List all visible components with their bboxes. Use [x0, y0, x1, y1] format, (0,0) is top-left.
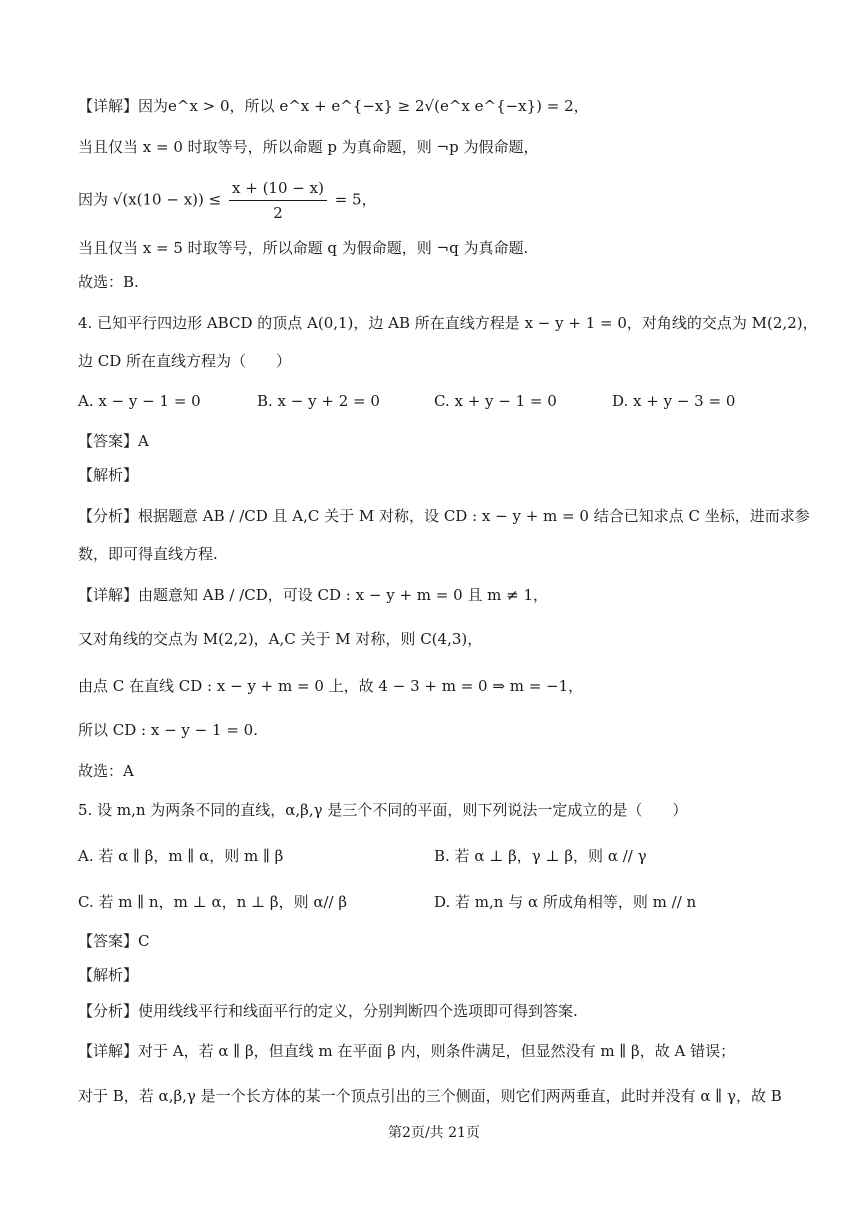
- sqrt-expression: √(x(10 − x)) ≤: [112, 190, 222, 209]
- question-4-stem: 边 CD 所在直线方程为（ ）: [78, 352, 292, 370]
- q5-analysis: 【分析】使用线线平行和线面平行的定义，分别判断四个选项即可得到答案.: [78, 1002, 578, 1020]
- question-5-stem: 5. 设 m,n 为两条不同的直线，α,β,γ 是三个不同的平面，则下列说法一定成立的是（ ）: [78, 801, 688, 819]
- q5-detail: 对于 B，若 α,β,γ 是一个长方体的某一个顶点引出的三个侧面，则它们两两垂直，此时并没有 α ∥ γ，故 B: [78, 1087, 782, 1105]
- q4-option-a: A. x − y − 1 = 0: [78, 392, 201, 410]
- question-4-stem: 4. 已知平行四边形 ABCD 的顶点 A(0,1)，边 AB 所在直线方程是 x − y + 1 = 0，对角线的交点为 M(2,2)，: [78, 314, 818, 332]
- q4-option-d: D. x + y − 3 = 0: [612, 392, 736, 410]
- fraction: [229, 178, 327, 223]
- q4-detail: 又对角线的交点为 M(2,2)，A,C 关于 M 对称，则 C(4,3)，: [78, 630, 483, 648]
- solution-line-fraction: [78, 178, 377, 223]
- page-footer: 第2页/共 21页: [388, 1125, 480, 1141]
- q5-analysis-heading: 【解析】: [78, 966, 139, 984]
- solution-line: 当且仅当 x = 0 时取等号，所以命题 p 为真命题，则 ¬p 为假命题，: [78, 138, 539, 156]
- q4-analysis-heading: 【解析】: [78, 466, 139, 484]
- q4-analysis: 数，即可得直线方程.: [78, 545, 218, 563]
- q5-option-b: B. 若 α ⊥ β，γ ⊥ β，则 α // γ: [434, 847, 647, 865]
- q4-detail: 所以 CD : x − y − 1 = 0.: [78, 721, 258, 739]
- text-segment: = 5，: [334, 190, 377, 209]
- q4-option-b: B. x − y + 2 = 0: [257, 392, 380, 410]
- q4-detail: 由点 C 在直线 CD : x − y + m = 0 上，故 4 − 3 + m = 0 ⇒ m = −1，: [78, 677, 584, 695]
- q4-analysis: 【分析】根据题意 AB / /CD 且 A,C 关于 M 对称，设 CD : x − y + m = 0 结合已知求点 C 坐标，进而求参: [78, 507, 810, 525]
- fraction-denominator: 2: [273, 204, 283, 222]
- text-segment: 因为: [78, 190, 109, 209]
- q5-answer: 【答案】C: [78, 932, 150, 950]
- q4-answer: 【答案】A: [78, 432, 149, 450]
- q4-select: 故选：A: [78, 762, 134, 780]
- q4-detail: 【详解】由题意知 AB / /CD，可设 CD : x − y + m = 0 且 m ≠ 1，: [78, 586, 549, 604]
- solution-line: 【详解】因为e^x > 0，所以 e^x + e^{−x} ≥ 2√(e^x e^{−x}) = 2，: [78, 97, 589, 115]
- q4-option-c: C. x + y − 1 = 0: [434, 392, 557, 410]
- solution-line: 当且仅当 x = 5 时取等号，所以命题 q 为假命题，则 ¬q 为真命题.: [78, 239, 529, 257]
- solution-line: 故选：B.: [78, 273, 139, 291]
- q5-detail: 【详解】对于 A，若 α ∥ β，但直线 m 在平面 β 内，则条件满足，但显然没有 m ∥ β，故 A 错误；: [78, 1042, 736, 1060]
- q5-option-c: C. 若 m ∥ n，m ⊥ α，n ⊥ β，则 α// β: [78, 893, 348, 911]
- q5-option-a: A. 若 α ∥ β，m ∥ α，则 m ∥ β: [78, 847, 284, 865]
- q5-option-d: D. 若 m,n 与 α 所成角相等，则 m // n: [434, 893, 697, 911]
- fraction-numerator: x + (10 − x): [229, 178, 327, 201]
